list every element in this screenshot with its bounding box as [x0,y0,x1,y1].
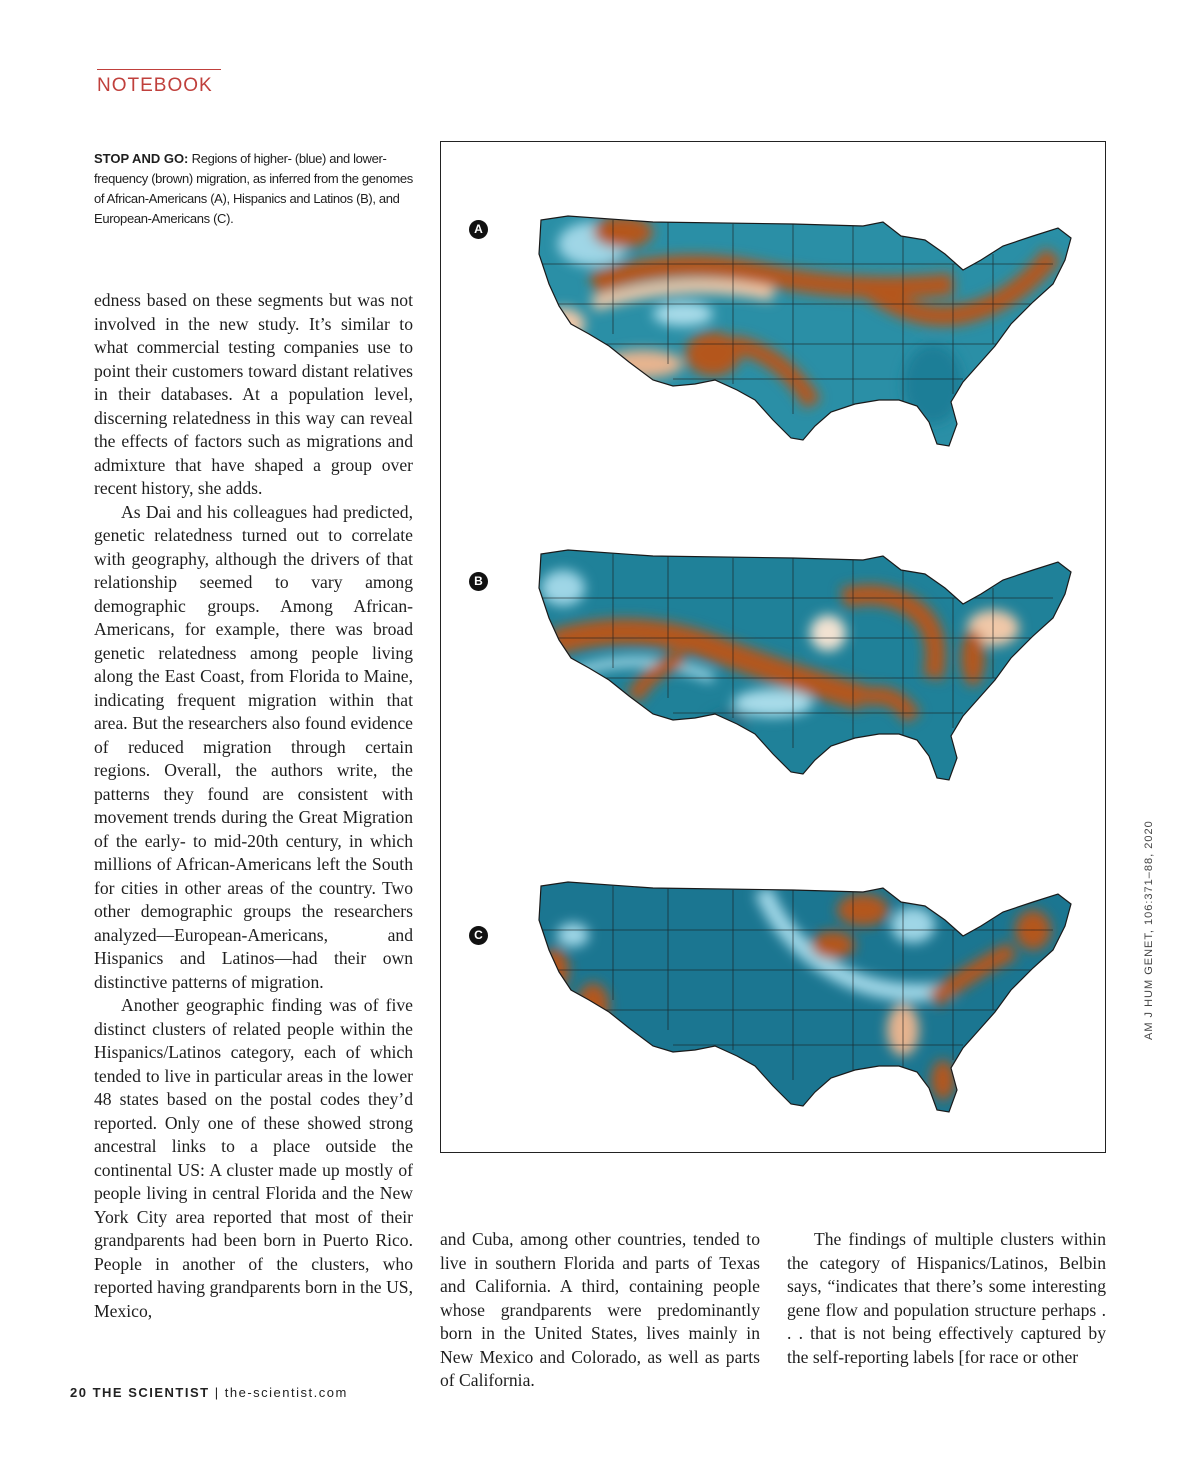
magazine-name: THE SCIENTIST [92,1385,210,1400]
caption-text: Regions of higher- (blue) and lower-frequency (brown) migration, as inferred from the genomes of African-Americans (A), Hispanics and Latinos (B), and European-Americans (C). [94,151,413,226]
article-right-column [787,1228,1106,1369]
figure-maps [440,141,1106,1153]
figure-caption [94,149,416,229]
panel-label-a: A [469,220,488,239]
figure-credit [1143,820,1157,1054]
page-footer [70,1385,348,1400]
paragraph: As Dai and his colleagues had predicted, genetic relatedness turned out to correlate with geography, although the drivers of that relationship seemed to vary among demographic groups. Among African-Americans, for example, there was broad genetic relatedness among people living along the East Coast, from Florida to Maine, indicating frequent migration within that area. But the researchers also found evidence of reduced migration through certain regions. Overall, the authors write, the patterns they found are consistent with movement trends during the Great Migration of the early- to mid-20th century, in which millions of African-Americans left the South for cities in other areas of the country. Two other demographic groups the researchers analyzed—European-Americans, and Hispanics and Latinos—had their own distinctive patterns of migration. [94,501,413,992]
article-middle-column [440,1228,760,1393]
panel-label-b: B [469,572,488,591]
footer-site: the-scientist.com [224,1385,348,1400]
paragraph: Another geographic finding was of five distinct clusters of related people within the Hispanics/Latinos category, each of which tended to live in particular areas in the lower 48 states based on the postal codes they’d reported. Only one of these showed strong ancestral links to a place outside the continental US: A cluster made up mostly of people living in central Florida and the New York City area reported that most of their grandparents had been born in Puerto Rico. People in another of the clusters, who reported having grandparents born in the US, Mexico, [94,995,413,1321]
section-label: NOTEBOOK [97,75,213,96]
panel-label-c: C [469,926,488,945]
paragraph: and Cuba, among other countries, tended to live in southern Florida and parts of Texas and California. A third, containing people whose grandparents were predominantly born in the United States, lives mainly in New Mexico and Colorado, as well as parts of California. [440,1229,760,1390]
paragraph: edness based on these segments but was not involved in the new study. It’s similar to what commercial testing companies use to point their customers toward distant relatives in their databases. At a population level, discerning relatedness in this way can reveal the effects of factors such as migrations and admixture that have shaped a group over recent history, she adds. [94,290,413,498]
caption-kicker: STOP AND GO: [94,151,189,166]
map-african-americans [533,214,1083,459]
section-rule [97,69,221,70]
map-hispanics-latinos [533,548,1083,793]
page-number: 20 [70,1385,88,1400]
paragraph: The findings of multiple clusters within the category of Hispanics/Latinos, Belbin says, “indicates that there’s some interesting gene flow and population structure perhaps . . . that is not being effectively captured by the self-reporting labels [for race or other [787,1229,1106,1367]
map-european-americans [533,880,1083,1125]
footer-separator: | [214,1385,220,1400]
figure-credit-text: AM J HUM GENET, 106:371–88, 2020 [1143,820,1155,1040]
article-left-column [94,289,413,1323]
